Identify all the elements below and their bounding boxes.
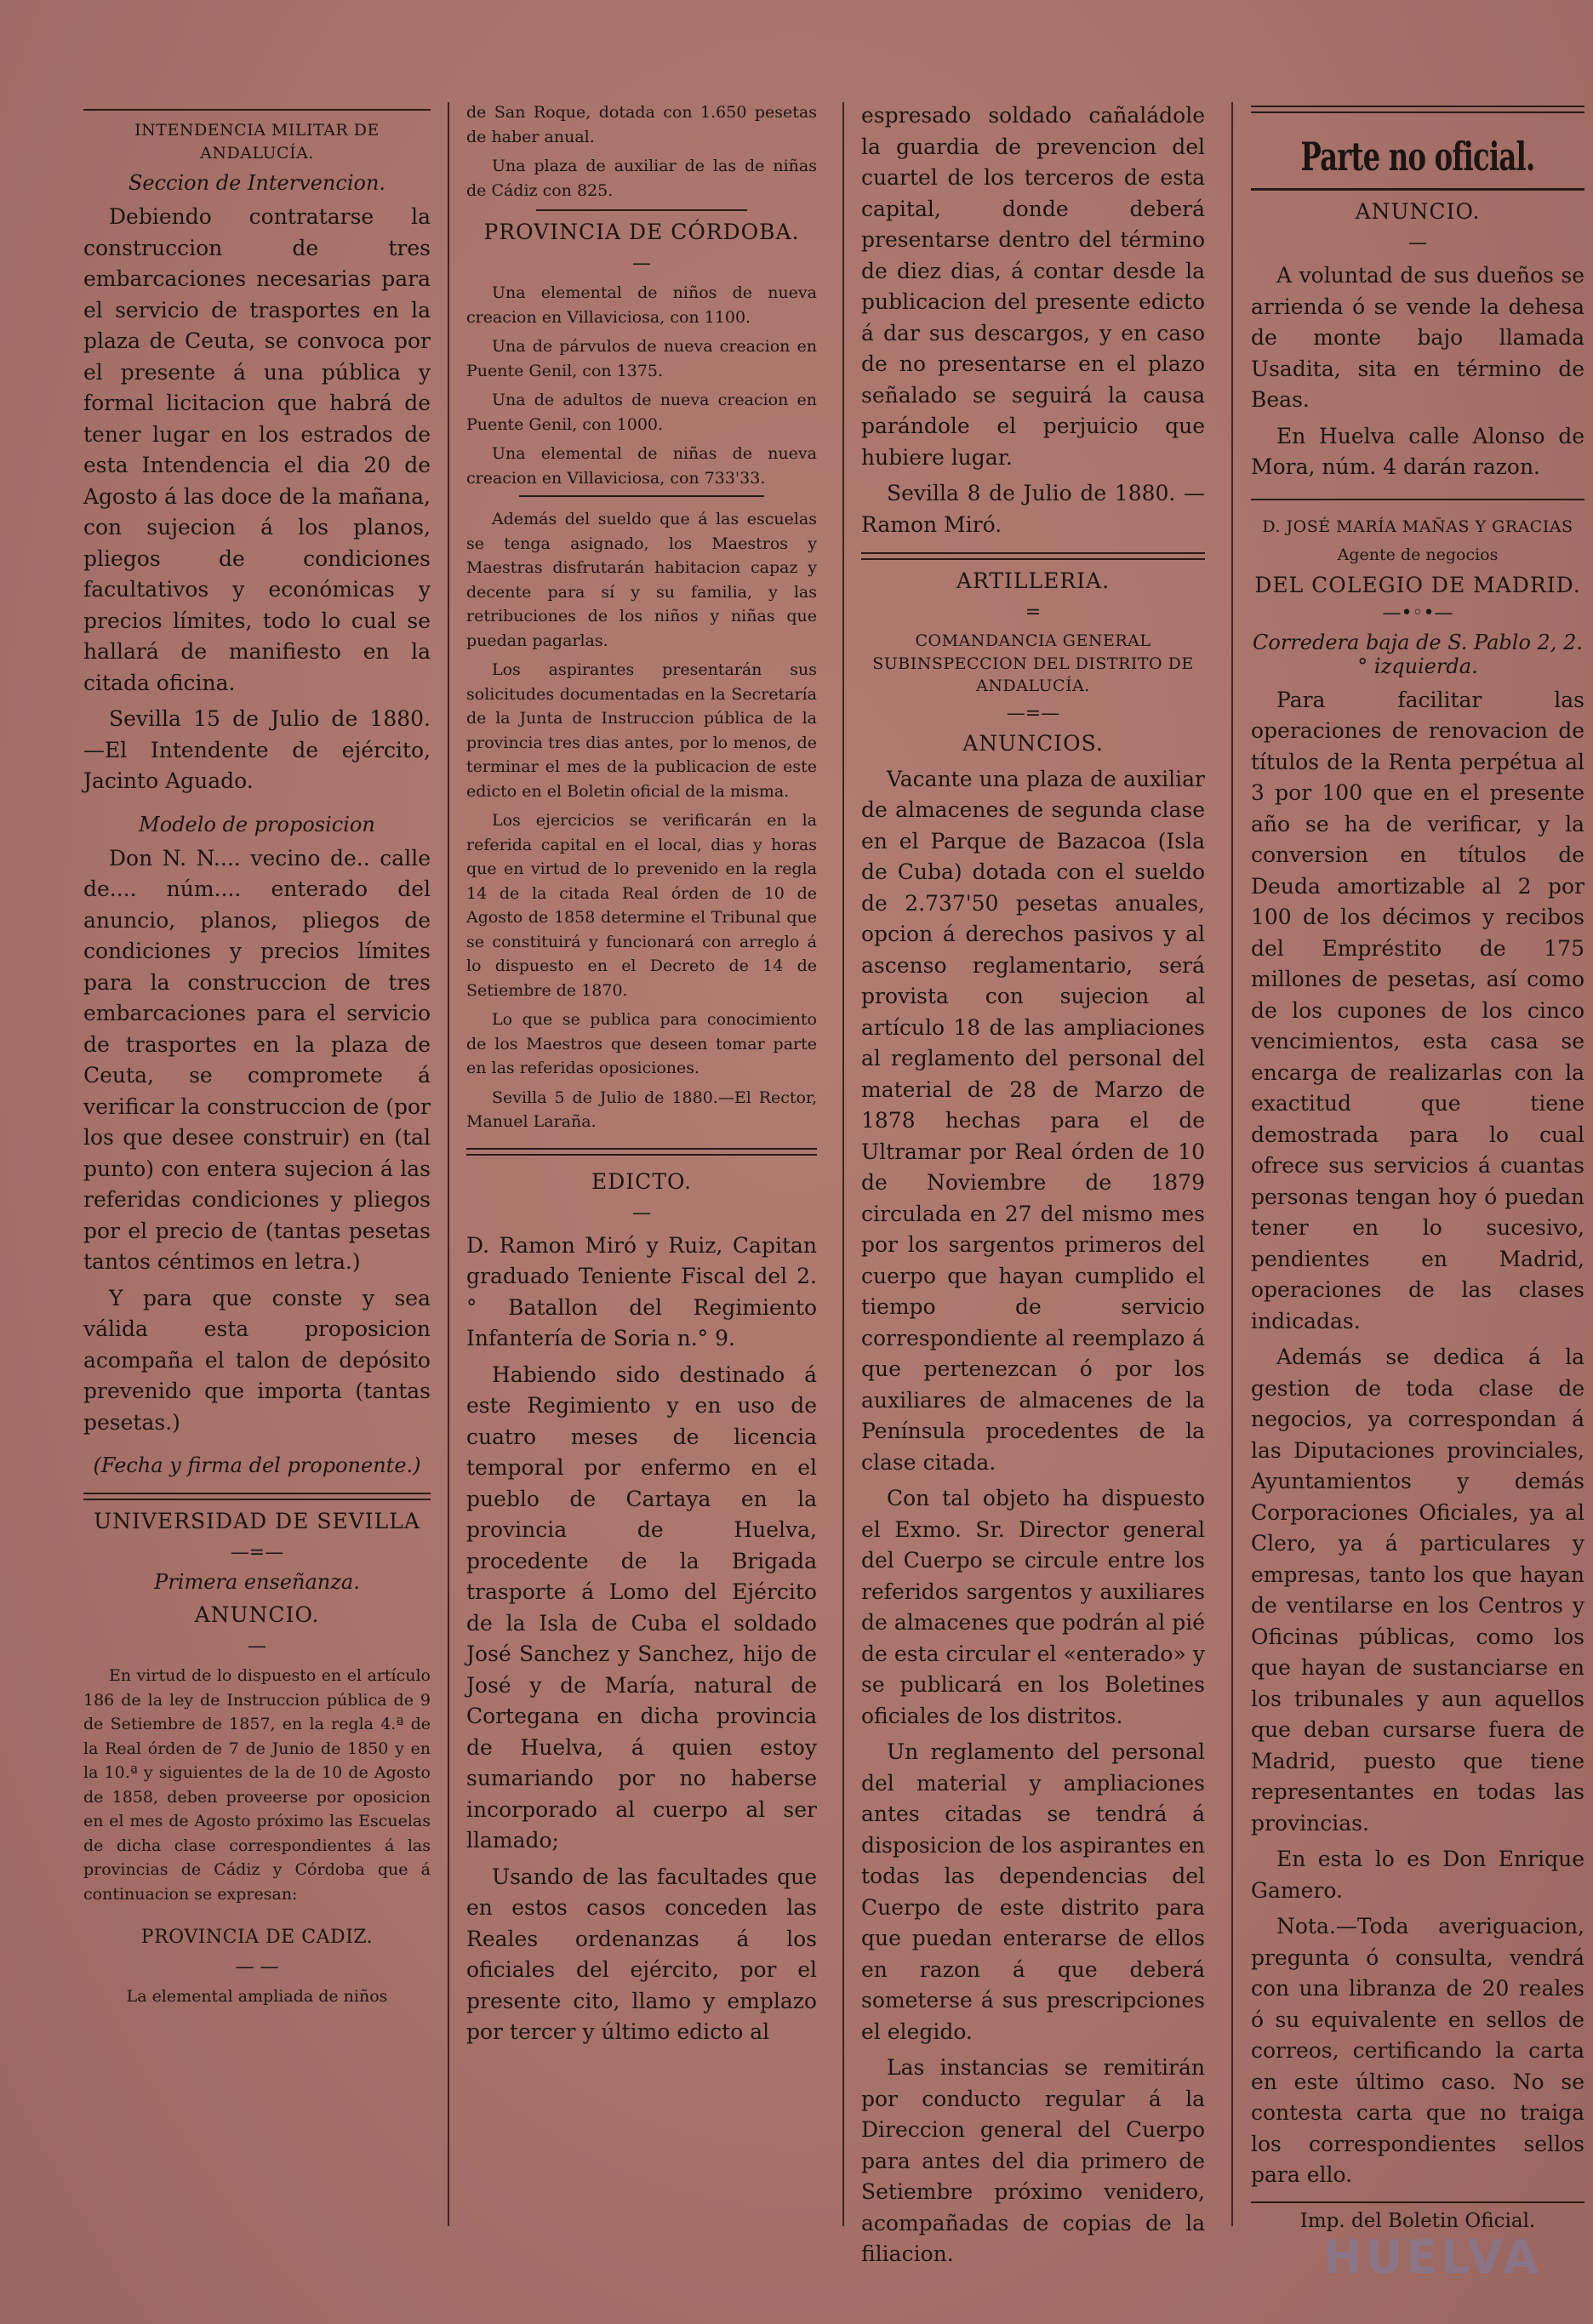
section-heading: D. JOSÉ MARÍA MAÑAS Y GRACIAS — [1262, 517, 1573, 536]
paragraph: En virtud de lo dispuesto en el artículo 186 de la ley de Instruccion pública de 9 de Setiembre de 1857, en la regla 4.ª de la Real órden de 7 de Junio de 1850 y en la 10.ª y siguientes de la de 10 de Agosto de 1858, deben proveerse por oposicion en el mes de Agosto próximo las Escuelas de dicha clase correspondientes á las provincias de Cádiz y Córdoba que á continuacion se expresan: — [83, 1666, 431, 1904]
divider — [1251, 188, 1584, 191]
paragraph: Habiendo sido destinado á este Regimiento y en uso de cuatro meses de licencia temporal por enfermo en el pueblo de Cartaya en la provincia de Huelva, procedente de la Brigada trasporte á Lomo del Ejército de la Isla de Cuba el soldado José Sanchez y Sanchez, hijo de José y de María, natural de Cortegana en dicha provincia de Huelva, á quien estoy sumariando por no haberse incorporado al cuerpo al ser llamado; — [466, 1362, 817, 1853]
paragraph: Debiendo contratarse la construccion de tres embarcaciones necesarias para el servicio de trasportes en la plaza de Ceuta, se convoca por el presente á una pública y formal licitacion que habrá de tener lugar en los estrados de esta Intendencia el dia 20 de Agosto á las doce de la mañana, con sujecion á los planos, pliegos de condiciones facultativos y económicas y precios límites, todo lo cual se hallará de manifiesto en la citada oficina. — [83, 204, 431, 695]
section-heading: PROVINCIA DE CÓRDOBA. — [483, 220, 800, 244]
ornament: —=— — [230, 1542, 284, 1564]
section-heading: INTENDENCIA MILITAR DE ANDALUCÍA. — [134, 121, 380, 163]
divider — [519, 495, 764, 497]
paragraph: de San Roque, dotada con 1.650 pesetas de haber anual. — [466, 103, 817, 146]
section-heading: DEL COLEGIO DE MADRID. — [1254, 572, 1581, 597]
section-heading: ANUNCIO. — [1355, 199, 1481, 224]
signature: Sevilla 8 de Julio de 1880. —Ramon Miró. — [861, 481, 1205, 537]
ornament: — — [1408, 232, 1427, 254]
paragraph: Un reglamento del personal del material y ampliaciones antes citadas se tendrá á disposicion de los aspirantes en todas las dependencias del Cuerpo de este distrito para que puedan enterarse de ellos en razon á que deberá someterse á sus prescripciones el elegido. — [861, 1739, 1205, 2044]
signature: Sevilla 5 de Julio de 1880.—El Rector, Manuel Laraña. — [466, 1088, 817, 1131]
section-subheading: Seccion de Intervencion. — [128, 171, 386, 196]
divider — [536, 209, 746, 211]
paragraph: Una plaza de auxiliar de las de niñas de Cádiz con 825. — [466, 157, 817, 200]
archive-stamp: HUELVA — [1323, 2230, 1542, 2284]
section-subheading: Agente de negocios — [1337, 545, 1499, 565]
paragraph: Las instancias se remitirán por conducto regular á la Direccion general del Cuerpo para antes del dia primero de Setiembre próximo venidero, acompañadas de copias de la filiacion. — [861, 2055, 1205, 2267]
divider — [466, 1148, 817, 1156]
column-rule — [842, 102, 844, 2226]
ornament: — — [248, 1636, 266, 1658]
divider — [1251, 499, 1584, 500]
paragraph: Don N. N.... vecino de.. calle de.... núm.... enterado del anuncio, planos, pliegos de condiciones y precios límites para la construccion de tres embarcaciones para el servicio de trasportes en la plaza de Ceuta, se compromete á verificar la construccion de (por los que desee construir) en (tal punto) con entera sujecion á las referidas condiciones y pliegos por el precio de (tantas pesetas tantos céntimos en letra.) — [83, 845, 431, 1275]
paragraph: Y para que conste y sea válida esta proposicion acompaña el talon de depósito prevenido que importa (tantas pesetas.) — [83, 1285, 431, 1435]
paragraph: Además se dedica á la gestion de toda clase de negocios, ya correspondan á las Diputaciones provinciales, Ayuntamientos y demás Corporaciones Oficiales, ya al Clero, ya á particulares y empresas, tanto los que hayan de ventilarse en los Centros y Oficinas públicas, como los que hayan de sustanciarse en los tribunales y aun aquellos que deban cursarse fuera de Madrid, puesto que tiene representantes en todas las provincias. — [1251, 1345, 1584, 1836]
column-2 — [466, 100, 817, 2222]
ornament: —=— — [1006, 702, 1060, 724]
paragraph: Una elemental de niños de nueva creacion en Villaviciosa, con 1100. — [466, 283, 817, 327]
paragraph: Una de adultos de nueva creacion en Puente Genil, con 1000. — [466, 391, 817, 434]
paragraph: La elemental ampliada de niños — [126, 1986, 388, 2006]
section-heading: PROVINCIA DE CADIZ. — [140, 1927, 374, 1949]
paragraph: espresado soldado cañaládole la guardia de prevencion del cuartel de los terceros de esta capital, donde deberá presentarse dentro del término de diez dias, á contar desde la publicacion del presente edicto á dar sus descargos, y en caso de no presentarse en el plazo señalado se seguirá la causa parándole el perjuicio que hubiere lugar. — [861, 103, 1205, 470]
paragraph: D. Ramon Miró y Ruiz, Capitan graduado Teniente Fiscal del 2.° Batallon del Regimiento Infantería de Soria n.° 9. — [466, 1232, 817, 1350]
paragraph: En esta lo es Don Enrique Gamero. — [1251, 1847, 1584, 1903]
divider — [1251, 106, 1584, 113]
paragraph: Además del sueldo que á las escuelas se tenga asignado, los Maestros y Maestras disfrutarán habitacion capaz y decente para sí y su familia, y las retribuciones de los niños y niñas que puedan pagarlas. — [466, 510, 817, 650]
ornament: — — — [235, 1956, 279, 1978]
column-rule — [448, 102, 449, 2226]
divider — [861, 552, 1205, 560]
paragraph: Vacante una plaza de auxiliar de almacenes de segunda clase en el Parque de Bazacoa (Isla de Cuba) dotada con el sueldo de 2.737'50 pesetas anuales, opcion á derechos pasivos y al ascenso reglamentario, será provista con sujecion al artículo 18 de las ampliaciones al reglamento del personal del material de 28 de Marzo de 1878 hechas para el de Ultramar por Real órden de 10 de Noviembre de 1879 circulada en 27 del mismo mes por los sargentos primeros del cuerpo que hayan cumplido el tiempo de servicio correspondiente al reemplazo á que pertenezcan ó por los auxiliares de almacenes de la Península procedentes de la clase citada. — [861, 766, 1205, 1475]
divider — [83, 1493, 431, 1500]
paragraph: Con tal objeto ha dispuesto el Exmo. Sr. Director general del Cuerpo se circule entre los referidos sargentos y auxiliares de almacenes que podrán al pié de esta circular el «enterado» y se publicará en los Boletines oficiales de los distritos. — [861, 1486, 1205, 1728]
paragraph: Una de párvulos de nueva creacion en Puente Genil, con 1375. — [466, 337, 817, 380]
paragraph: Los ejercicios se verificarán en la referida capital en el local, dias y horas que en virtud de lo prevenido en la regla 14 de la citada Real órden de 10 de Agosto de 1858 determine el Tribunal que se constituirá y funcionará con arreglo á lo dispuesto en el Decreto de 14 de Setiembre de 1870. — [466, 811, 817, 1000]
section-heading: COMANDANCIA GENERAL SUBINSPECCION DEL DISTRITO DE ANDALUCÍA. — [872, 631, 1194, 696]
section-heading: UNIVERSIDAD DE SEVILLA — [94, 1509, 420, 1534]
section-heading: EDICTO. — [591, 1168, 692, 1194]
paragraph: Una elemental de niñas de nueva creacion en Villaviciosa, con 733'33. — [466, 444, 817, 488]
section-subheading: (Fecha y firma del proponente.) — [93, 1453, 421, 1478]
ornament: — — [632, 1202, 651, 1224]
signature: Sevilla 15 de Julio de 1880. —El Intendente de ejército, Jacinto Aguado. — [83, 706, 431, 794]
paragraph: Los aspirantes presentarán sus solicitudes documentadas en la Secretaría de la Junta de Instruccion pública de la provincia tres dias antes, por lo menos, de terminar el mes de la publicacion de este edicto en el Boletin oficial de la misma. — [466, 660, 817, 801]
column-rule — [1231, 102, 1233, 2226]
divider — [83, 109, 431, 111]
column-3 — [861, 100, 1205, 2267]
column-1 — [83, 100, 431, 2222]
ornament: = — [1025, 602, 1042, 623]
section-subheading: Corredera baja de S. Pablo 2, 2.° izquierda. — [1253, 630, 1583, 678]
paragraph: A voluntad de sus dueños se arrienda ó se vende la dehesa de monte bajo llamada Usadita, sita en término de Beas. — [1251, 263, 1584, 412]
divider — [1251, 2201, 1584, 2203]
column-4 — [1251, 100, 1584, 2232]
paragraph: En Huelva calle Alonso de Mora, núm. 4 darán razon. — [1251, 423, 1584, 479]
printer-imprint: Imp. del Boletin Oficial. — [1299, 2209, 1536, 2232]
ornament: — — [632, 253, 651, 274]
section-title: Parte no oficial. — [1300, 134, 1535, 180]
ornament: —•◦•— — [1382, 602, 1453, 624]
section-heading: ANUNCIO. — [194, 1602, 320, 1628]
paragraph: Lo que se publica para conocimiento de los Maestros que deseen tomar parte en las referidas oposiciones. — [466, 1010, 817, 1077]
paragraph: Para facilitar las operaciones de renovacion de títulos de la Renta perpétua al 3 por 100 que en el presente año se ha de verificar, y la conversion en títulos de Deuda amortizable al 2 por 100 de los décimos y recibos del Empréstito de 175 millones de pesetas, así como de los cupones de los cinco vencimientos, esta casa se encarga de realizarlas con la exactitud que tiene demostrada para lo cual ofrece sus servicios á cuantas personas tengan hoy ó puedan tener en lo sucesivo, pendientes en Madrid, operaciones de las clases indicadas. — [1251, 687, 1584, 1333]
section-subheading: Modelo de proposicion — [139, 812, 375, 837]
paragraph: Usando de las facultades que en estos casos conceden las Reales ordenanzas á los oficiales del ejército, por el presente cito, llamo y emplazo por tercer y último edicto al — [466, 1864, 817, 2044]
paragraph: Nota.—Toda averiguacion, pregunta ó consulta, vendrá con una libranza de 20 reales ó su equivalente en sellos de correos, certificando la carta en este último caso. No se contesta carta que no traiga los correspondientes sellos para ello. — [1251, 1914, 1584, 2188]
section-subheading: Primera enseñanza. — [154, 1570, 360, 1595]
section-heading: ARTILLERIA. — [956, 568, 1111, 593]
section-heading: ANUNCIOS. — [962, 730, 1104, 756]
